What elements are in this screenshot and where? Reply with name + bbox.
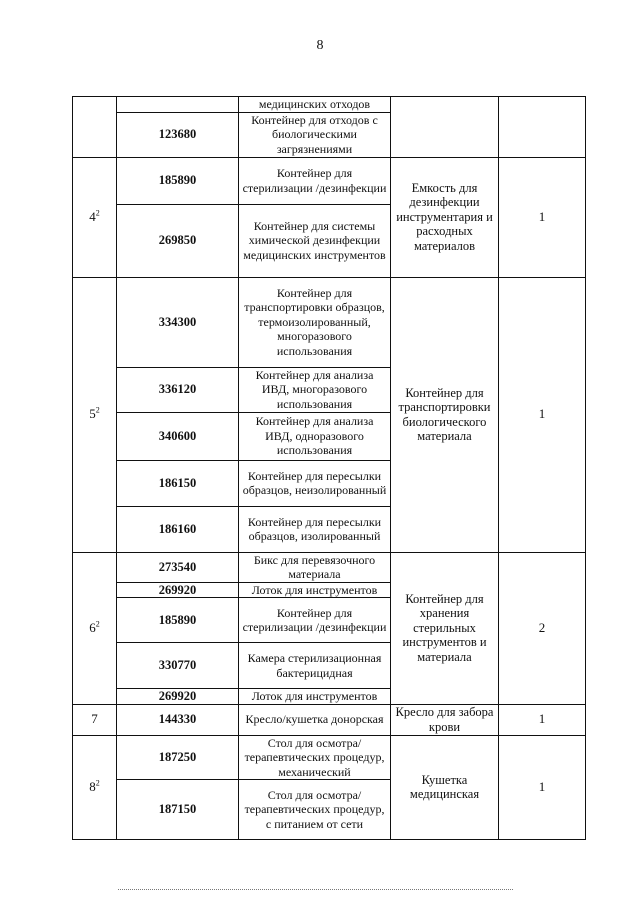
description-cell: Лоток для инструментов: [239, 689, 391, 705]
description-cell: Стол для осмотра/терапевтических процедур, с питанием от сети: [239, 780, 391, 840]
quantity-cell: [499, 97, 586, 158]
code-cell: 185890: [117, 598, 239, 643]
code-cell: 186160: [117, 506, 239, 552]
description-cell: Контейнер для стерилизации /дезинфекции: [239, 157, 391, 204]
table-row: [73, 552, 586, 582]
code-cell: 330770: [117, 643, 239, 689]
row-number: 5: [89, 406, 96, 422]
code-cell: 269920: [117, 689, 239, 705]
code-cell: 340600: [117, 412, 239, 460]
description-cell: Кресло/кушетка донорская: [239, 704, 391, 735]
code-cell: 269920: [117, 582, 239, 598]
row-number-cell: [73, 735, 117, 840]
description-cell: Контейнер для транспортировки образцов, термоизолированный, многоразового использования: [239, 277, 391, 367]
quantity-cell: 1: [499, 704, 586, 735]
description-cell: Контейнер для отходов с биологическими загрязнениями: [239, 112, 391, 157]
code-cell: 336120: [117, 367, 239, 412]
description-cell: Лоток для инструментов: [239, 582, 391, 598]
group-cell: Контейнер для хранения стерильных инструментов и материала: [391, 552, 499, 704]
group-cell: Емкость для дезинфекции инструментария и расходных материалов: [391, 157, 499, 277]
code-cell: 185890: [117, 157, 239, 204]
quantity-cell: 1: [499, 157, 586, 277]
row-number: 6: [89, 619, 96, 635]
row-number-cell: [73, 97, 117, 158]
description-cell: Контейнер для стерилизации /дезинфекции: [239, 598, 391, 643]
code-cell: 273540: [117, 552, 239, 582]
row-number-cell: 7: [73, 704, 117, 735]
quantity-cell: 1: [499, 277, 586, 552]
description-cell: Стол для осмотра/терапевтических процедур, механический: [239, 735, 391, 780]
group-cell: Кресло для забора крови: [391, 704, 499, 735]
code-cell: 269850: [117, 204, 239, 277]
row-number-superscript: 2: [95, 778, 100, 788]
page-number: 8: [316, 38, 324, 53]
description-cell: Бикс для перевязочного материала: [239, 552, 391, 582]
description-cell: Контейнер для анализа ИВД, многоразового использования: [239, 367, 391, 412]
code-cell: 123680: [117, 112, 239, 157]
table-row: [73, 704, 586, 735]
description-cell: Контейнер для пересылки образцов, изолированный: [239, 506, 391, 552]
row-number-cell: [73, 157, 117, 277]
row-number-cell: [73, 277, 117, 552]
description-cell: Контейнер для анализа ИВД, одноразового использования: [239, 412, 391, 460]
table-row: [73, 277, 586, 367]
table-row: [73, 97, 586, 113]
equipment-table: [72, 96, 586, 840]
quantity-cell: 2: [499, 552, 586, 704]
description-cell: медицинских отходов: [239, 97, 391, 113]
code-cell: 187250: [117, 735, 239, 780]
code-cell: [117, 97, 239, 113]
code-cell: 334300: [117, 277, 239, 367]
row-number: 8: [89, 779, 96, 794]
description-cell: Камера стерилизационная бактерицидная: [239, 643, 391, 689]
description-cell: Контейнер для пересылки образцов, неизолированный: [239, 460, 391, 506]
row-number-superscript: 2: [95, 208, 100, 218]
row-number-cell: [73, 552, 117, 704]
code-cell: 187150: [117, 780, 239, 840]
page-edge-mark: [118, 889, 513, 890]
row-number: 4: [89, 208, 96, 224]
description-cell: Контейнер для системы химической дезинфекции медицинских инструментов: [239, 204, 391, 277]
table-row: [73, 157, 586, 204]
group-cell: [391, 97, 499, 158]
quantity-cell: 1: [499, 735, 586, 840]
code-cell: 186150: [117, 460, 239, 506]
row-number-superscript: 2: [95, 619, 100, 629]
group-cell: Контейнер для транспортировки биологического материала: [391, 277, 499, 552]
code-cell: 144330: [117, 704, 239, 735]
group-cell: Кушетка медицинская: [391, 735, 499, 840]
table-row: [73, 735, 586, 780]
row-number-superscript: 2: [95, 405, 100, 415]
